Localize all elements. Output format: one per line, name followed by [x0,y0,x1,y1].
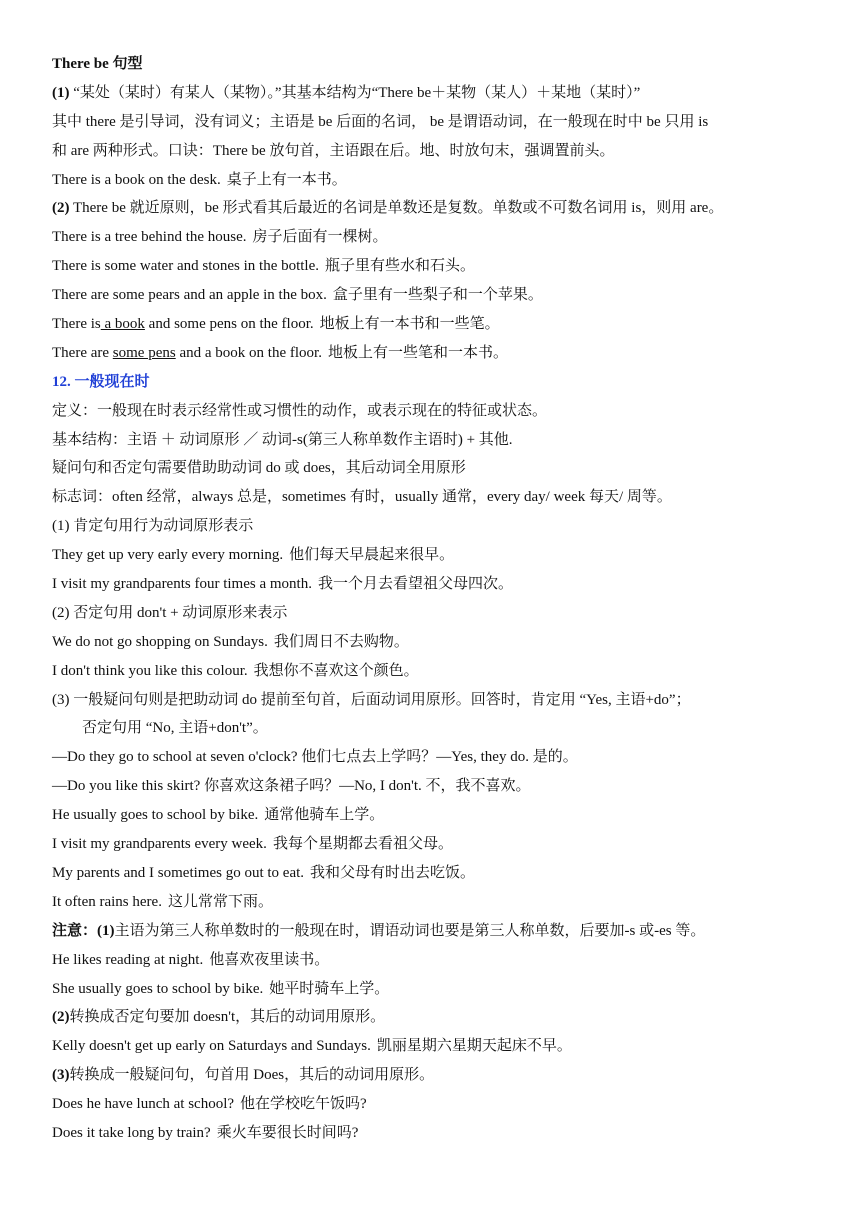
rule-1-line-1 [52,79,822,108]
example-sentence [52,830,822,859]
example-english: She usually goes to school by bike. [52,980,264,997]
example-chinese: 瓶子里有些水和石头。 [325,258,476,275]
heading-simple-present: 12. 一般现在时 [52,373,150,390]
example-english: There is a book on the desk. [52,171,221,188]
example-english: My parents and I sometimes go out to eat. [52,864,305,881]
example-chinese: 乘火车要很长时间吗? [216,1124,359,1141]
note-1-label: 注意：(1) [52,922,115,939]
example-sentence [52,1119,822,1148]
example-english: There is a tree behind the house. [52,229,247,246]
example-sentence [52,252,822,281]
example-sentence [52,281,822,310]
rule-1-line-3: 和 are 两种形式。口诀：There be 放句首，主语跟在后。地、时放句末，强调置前头。 [52,142,615,159]
example-chinese: 我们周日不去购物。 [273,633,409,650]
example-chinese: 通常他骑车上学。 [264,807,385,824]
rule-2-line [52,194,822,223]
example-sentence [52,628,822,657]
example-english-rest: and a book on the floor. [175,344,322,361]
example-sentence [52,166,822,195]
example-english: I don't think you like this colour. [52,662,248,679]
rule-question-line-2: 否定句用 “No, 主语+don't”。 [82,720,268,737]
example-chinese: 地板上有一本书和一些笔。 [319,316,500,333]
example-chinese: 我一个月去看望祖父母四次。 [317,576,513,593]
example-chinese: 我每个星期都去看祖父母。 [272,836,453,853]
rule-affirmative: (1) 肯定句用行为动词原形表示 [52,518,254,535]
example-sentence [52,975,822,1004]
example-sentence [52,1032,822,1061]
note-1-text: 主语为第三人称单数时的一般现在时，谓语动词也要是第三人称单数，后要加-s 或-es 等。 [114,922,706,939]
example-chinese: 他在学校吃午饭吗? [240,1096,367,1113]
example-sentence [52,888,822,917]
basic-structure: 基本结构：主语 ＋ 动词原形 ／ 动词-s(第三人称单数作主语时) + 其他. [52,431,513,448]
example-chinese: 他喜欢夜里读书。 [209,951,330,968]
example-chinese: 桌子上有一本书。 [226,171,347,188]
note-3-label: (3) [52,1067,70,1084]
note-2-text: 转换成否定句要加 doesn't，其后的动词用原形。 [69,1009,386,1026]
document-page [52,50,822,1148]
example-chinese: 他们每天早晨起来很早。 [289,547,455,564]
example-chinese: 凯丽星期六星期天起床不早。 [376,1038,572,1055]
example-english: They get up very early every morning. [52,547,284,564]
rule-2-text: There be 就近原则，be 形式看其后最近的名词是单数还是复数。单数或不可数名词用 is，则用 are。 [72,200,724,217]
example-english: He usually goes to school by bike. [52,807,259,824]
rule-1-text: “某处（某时）有某人（某物）。”其基本结构为“There be＋某物（某人）＋某地（某时）” [73,84,641,101]
example-chinese: 我想你不喜欢这个颜色。 [253,662,419,679]
example-sentence [52,310,822,339]
signal-words: 标志词：often 经常，always 总是，sometimes 有时，usually 通常，every day/ week 每天/ 周等。 [52,489,672,506]
underlined-phrase: a book [100,316,145,333]
example-sentence [52,657,822,686]
example-english: Does it take long by train? [52,1124,211,1141]
example-english: There is [52,316,101,333]
dialogue-example: —Do you like this skirt? 你喜欢这条裙子吗？—No, I don't. 不，我不喜欢。 [52,778,531,795]
heading-there-be: There be 句型 [52,56,143,72]
rule-question-line-1: (3) 一般疑问句则是把助动词 do 提前至句首，后面动词用原形。回答时，肯定用 “Yes, 主语+do”； [52,691,691,708]
example-sentence [52,801,822,830]
note-1 [52,917,822,946]
question-negative-note: 疑问句和否定句需要借助助动词 do 或 does，其后动词全用原形 [52,460,466,477]
rule-2-number: (2) [52,200,70,217]
example-sentence [52,859,822,888]
rule-1-number: (1) [52,84,70,101]
example-sentence [52,946,822,975]
example-english: I visit my grandparents four times a month. [52,576,312,593]
example-english-rest: and some pens on the floor. [144,316,314,333]
example-english: There is some water and stones in the bottle. [52,258,320,275]
definition: 定义：一般现在时表示经常性或习惯性的动作，或表示现在的特征或状态。 [52,402,548,419]
example-english: Kelly doesn't get up early on Saturdays and Sundays. [52,1038,371,1055]
example-chinese: 她平时骑车上学。 [269,980,390,997]
example-english: Does he have lunch at school? [52,1096,235,1113]
example-sentence [52,570,822,599]
example-english: There are [52,344,113,361]
underlined-phrase: some pens [112,344,176,361]
example-sentence [52,223,822,252]
example-sentence [52,541,822,570]
note-2 [52,1003,822,1032]
example-english: We do not go shopping on Sundays. [52,633,268,650]
example-chinese: 我和父母有时出去吃饭。 [310,864,476,881]
example-english: He likes reading at night. [52,951,204,968]
rule-negative: (2) 否定句用 don't + 动词原形来表示 [52,604,288,621]
example-english: There are some pears and an apple in the box. [52,287,327,304]
note-3-text: 转换成一般疑问句，句首用 Does，其后的动词用原形。 [69,1067,435,1084]
example-chinese: 这儿常常下雨。 [167,893,273,910]
note-3 [52,1061,822,1090]
example-chinese: 盒子里有一些梨子和一个苹果。 [332,287,543,304]
rule-1-line-2: 其中 there 是引导词，没有词义；主语是 be 后面的名词， be 是谓语动词，在一般现在时中 be 只用 is [52,113,709,130]
example-sentence [52,339,822,368]
example-chinese: 地板上有一些笔和一本书。 [327,344,508,361]
dialogue-example: —Do they go to school at seven o'clock? 他们七点去上学吗？—Yes, they do. 是的。 [52,749,578,766]
example-chinese: 房子后面有一棵树。 [252,229,388,246]
note-2-label: (2) [52,1009,70,1026]
example-english: I visit my grandparents every week. [52,836,267,853]
example-english: It often rains here. [52,893,162,910]
example-sentence [52,1090,822,1119]
